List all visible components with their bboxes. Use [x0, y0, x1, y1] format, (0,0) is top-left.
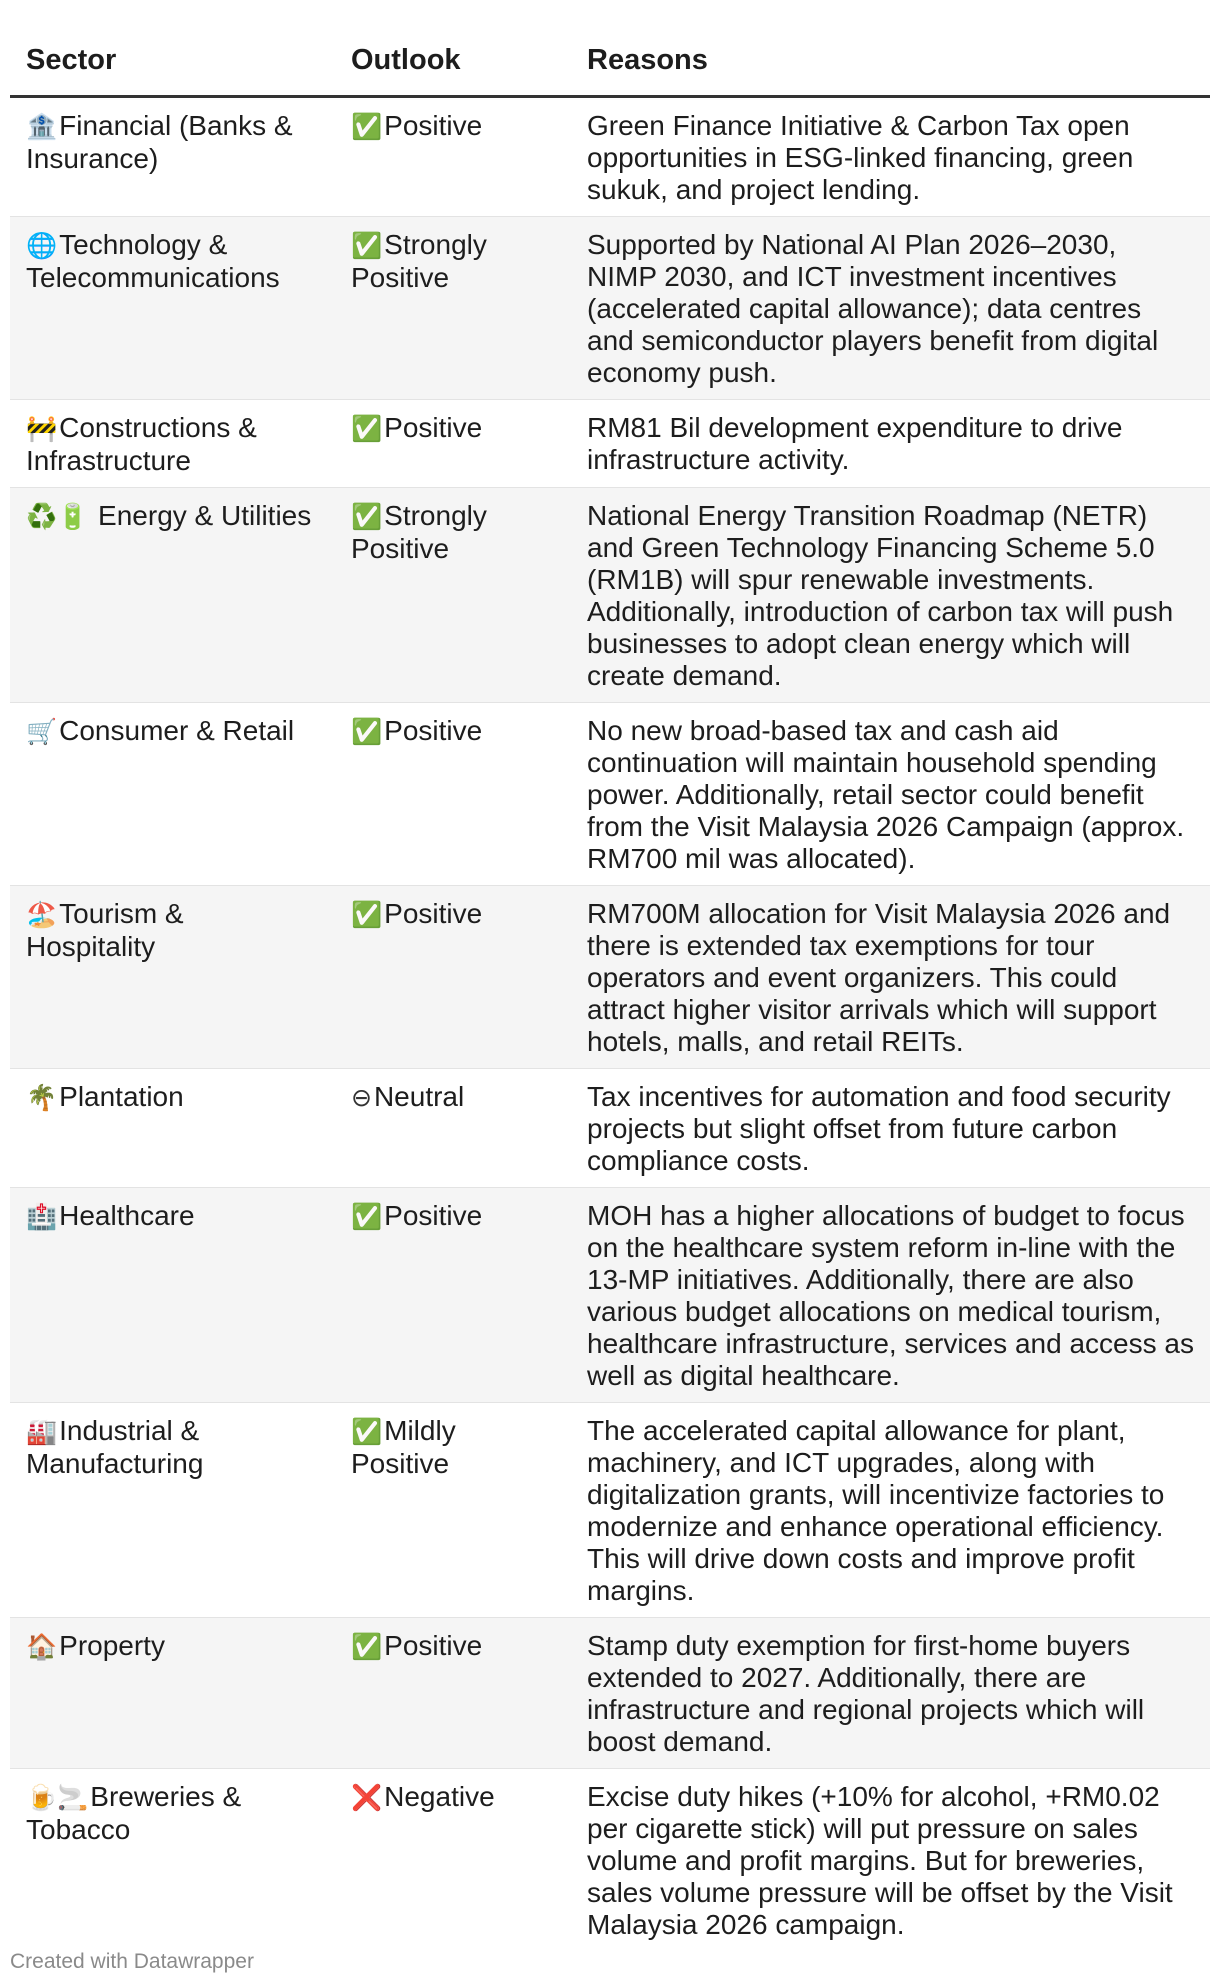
sector-cell — [10, 400, 335, 488]
outlook-value: Positive — [384, 898, 483, 929]
outlook-cell — [335, 886, 571, 1069]
outlook-value: Positive — [384, 110, 483, 141]
column-header-reasons[interactable]: Reasons — [571, 30, 1210, 97]
check-mark-icon: ✅ — [351, 414, 383, 443]
table-row — [10, 488, 1210, 703]
check-mark-icon: ✅ — [351, 502, 383, 531]
factory-icon: 🏭 — [26, 1417, 58, 1446]
outlook-cell — [335, 488, 571, 703]
reasons-cell: No new broad-based tax and cash aid continuation will maintain household spending power. Additionally, retail sector could benefit from the Visit Malaysia 2026 Campaign (approx. RM700 mil was allocated). — [571, 703, 1210, 886]
sector-name: Property — [59, 1630, 165, 1661]
outlook-cell — [335, 217, 571, 400]
house-icon: 🏠 — [26, 1632, 58, 1661]
outlook-value: Strongly Positive — [351, 229, 487, 293]
table-row — [10, 1188, 1210, 1403]
header-row — [10, 30, 1210, 97]
check-mark-icon: ✅ — [351, 112, 383, 141]
outlook-value: Positive — [384, 1200, 483, 1231]
outlook-value: Neutral — [373, 1081, 465, 1112]
outlook-cell — [335, 1069, 571, 1188]
bank-icon: 🏦 — [26, 112, 58, 141]
outlook-cell — [335, 1618, 571, 1769]
sector-cell — [10, 1188, 335, 1403]
reasons-cell: Stamp duty exemption for first-home buyers extended to 2027. Additionally, there are infrastructure and regional projects which will boost demand. — [571, 1618, 1210, 1769]
sector-name: Healthcare — [59, 1200, 195, 1231]
table-body — [10, 97, 1210, 1952]
outlook-cell — [335, 1188, 571, 1403]
sector-cell — [10, 1403, 335, 1618]
table-row — [10, 703, 1210, 886]
outlook-value: Strongly Positive — [351, 500, 487, 564]
outlook-value: Positive — [384, 412, 483, 443]
reasons-cell: Supported by National AI Plan 2026–2030, NIMP 2030, and ICT investment incentives (accelerated capital allowance); data centres and semiconductor players benefit from digital economy push. — [571, 217, 1210, 400]
sector-name: Technology & Telecommunications — [26, 229, 280, 293]
sector-name: Breweries & Tobacco — [26, 1781, 242, 1845]
sector-cell — [10, 488, 335, 703]
reasons-cell: RM700M allocation for Visit Malaysia 2026 and there is extended tax exemptions for tour operators and event organizers. This could attract higher visitor arrivals which will support hotels, malls, and retail REITs. — [571, 886, 1210, 1069]
table-row — [10, 97, 1210, 217]
sector-name: Plantation — [59, 1081, 184, 1112]
reasons-cell: Excise duty hikes (+10% for alcohol, +RM0.02 per cigarette stick) will put pressure on sales volume and profit margins. But for breweries, sales volume pressure will be offset by the Visit Malaysia 2026 campaign. — [587, 1781, 1173, 1940]
sector-cell — [10, 1069, 335, 1188]
reasons-cell: Green Finance Initiative & Carbon Tax open opportunities in ESG-linked financing, green sukuk, and project lending. — [571, 97, 1210, 217]
check-mark-icon: ✅ — [351, 1417, 383, 1446]
column-header-outlook[interactable]: Outlook — [335, 30, 571, 97]
outlook-cell — [335, 97, 571, 217]
sector-name: Constructions & Infrastructure — [26, 412, 257, 476]
reasons-cell: RM81 Bil development expenditure to drive infrastructure activity. — [571, 400, 1210, 488]
construction-icon: 🚧 — [26, 414, 58, 443]
check-mark-icon: ✅ — [351, 900, 383, 929]
check-mark-icon: ✅ — [351, 231, 383, 260]
reasons-cell: MOH has a higher allocations of budget to focus on the healthcare system reform in-line with the 13-MP initiatives. Additionally, there are also various budget allocations on medical tourism, healthcare infrastructure, services and access as well as digital healthcare. — [571, 1188, 1210, 1403]
outlook-cell — [335, 1403, 571, 1618]
globe-icon: 🌐 — [26, 231, 58, 260]
neutral-circle-icon: ⊖ — [351, 1083, 372, 1112]
outlook-value: Positive — [384, 1630, 483, 1661]
table-row — [10, 1769, 1210, 1952]
sector-name: Energy & Utilities — [98, 500, 312, 531]
outlook-cell — [335, 1769, 571, 1952]
recycle-battery-icon: ♻️🔋 — [26, 502, 89, 531]
sector-name: Industrial & Manufacturing — [26, 1415, 204, 1479]
reasons-cell: Tax incentives for automation and food security projects but slight offset from future carbon compliance costs. — [571, 1069, 1210, 1188]
hospital-icon: 🏥 — [26, 1202, 58, 1231]
table-row — [10, 1403, 1210, 1618]
beach-umbrella-icon: 🏖️ — [26, 900, 58, 929]
sector-cell — [10, 886, 335, 1069]
sector-cell — [10, 217, 335, 400]
sector-name: Consumer & Retail — [59, 715, 295, 746]
sector-cell — [10, 97, 335, 217]
table-row — [10, 217, 1210, 400]
table-row — [10, 400, 1210, 488]
check-mark-icon: ✅ — [351, 1202, 383, 1231]
datawrapper-credit[interactable]: Created with Datawrapper — [10, 1950, 254, 1973]
outlook-cell — [335, 703, 571, 886]
outlook-value: Positive — [384, 715, 483, 746]
reasons-cell: National Energy Transition Roadmap (NETR) and Green Technology Financing Scheme 5.0 (RM1B) will spur renewable investments. Additionally, introduction of carbon tax will push businesses to adopt clean energy which will create demand. — [571, 488, 1210, 703]
cross-mark-icon: ❌ — [351, 1783, 383, 1812]
sector-outlook-table — [10, 30, 1210, 1951]
palm-tree-icon: 🌴 — [26, 1083, 58, 1112]
sector-cell — [10, 1618, 335, 1769]
table-row — [10, 886, 1210, 1069]
sector-cell — [10, 1769, 335, 1952]
outlook-value: Mildly Positive — [351, 1415, 456, 1479]
check-mark-icon: ✅ — [351, 717, 383, 746]
shopping-cart-icon: 🛒 — [26, 717, 58, 746]
sector-name: Financial (Banks & Insurance) — [26, 110, 293, 174]
column-header-sector[interactable]: Sector — [10, 30, 335, 97]
reasons-cell: The accelerated capital allowance for plant, machinery, and ICT upgrades, along with digitalization grants, will incentivize factories to modernize and enhance operational efficiency. This will drive down costs and improve profit margins. — [571, 1403, 1210, 1618]
outlook-cell — [335, 400, 571, 488]
outlook-value: Negative — [384, 1781, 495, 1812]
check-mark-icon: ✅ — [351, 1632, 383, 1661]
table-row — [10, 1618, 1210, 1769]
beer-cigarette-icon: 🍺🚬 — [26, 1783, 89, 1812]
sector-cell — [10, 703, 335, 886]
sector-name: Tourism & Hospitality — [26, 898, 184, 962]
table-row — [10, 1069, 1210, 1188]
